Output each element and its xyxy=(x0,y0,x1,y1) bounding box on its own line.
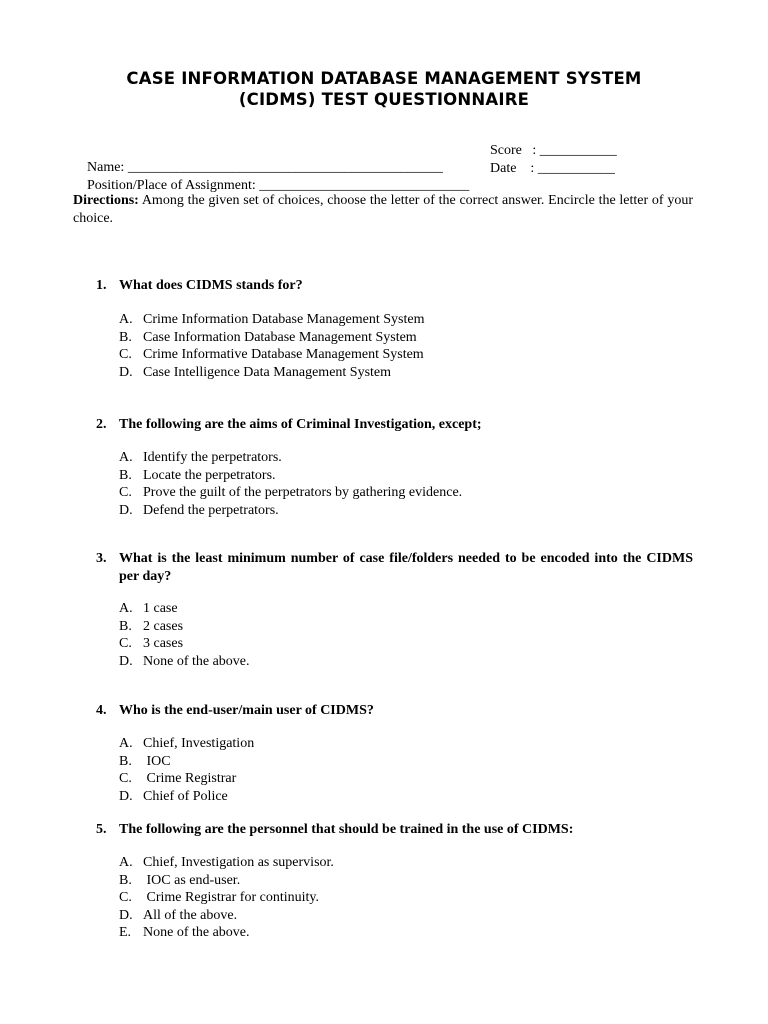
directions-text: Among the given set of choices, choose the letter of the correct answer. Encircle the letter of your choice. xyxy=(73,193,693,226)
option-text: Locate the perpetrators. xyxy=(143,467,276,483)
question-number: 2. xyxy=(96,417,107,432)
option-text: None of the above. xyxy=(143,925,250,941)
option-letter: B. xyxy=(119,753,132,769)
option xyxy=(119,924,334,942)
option-letter: D. xyxy=(119,788,133,804)
option-letter: A. xyxy=(119,601,133,616)
document-title xyxy=(60,68,708,110)
option xyxy=(119,854,334,872)
option xyxy=(119,484,462,502)
question-2 xyxy=(96,416,693,434)
option-letter: C. xyxy=(119,890,132,906)
option-letter: A. xyxy=(119,450,133,465)
date-field: Date : ___________ xyxy=(490,161,615,176)
option-text: Chief of Police xyxy=(143,788,228,804)
question-number: 5. xyxy=(96,822,107,837)
title-line-1: CASE INFORMATION DATABASE MANAGEMENT SYSTEM xyxy=(126,69,642,88)
option-letter: D. xyxy=(119,502,133,518)
question-1-options xyxy=(119,311,424,381)
name-field: Name: _____________________________________________ xyxy=(87,160,443,175)
option-text: IOC as end-user. xyxy=(143,872,241,888)
position-field: Position/Place of Assignment: ______________________________ xyxy=(87,178,470,193)
option-text: Identify the perpetrators. xyxy=(143,450,282,465)
option-text: Crime Registrar xyxy=(143,771,237,787)
question-3 xyxy=(96,550,693,586)
question-number: 1. xyxy=(96,278,107,293)
option-letter: A. xyxy=(119,736,133,751)
option xyxy=(119,467,462,485)
option-text: IOC xyxy=(143,753,171,769)
score-field: Score : ___________ xyxy=(490,143,617,158)
title-line-2: (CIDMS) TEST QUESTIONNAIRE xyxy=(238,90,530,109)
option-text: Crime Registrar for continuity. xyxy=(143,890,319,906)
option-text: Defend the perpetrators. xyxy=(143,502,279,518)
option-letter: B. xyxy=(119,467,132,483)
option-letter: E. xyxy=(119,925,132,941)
question-1 xyxy=(96,277,693,295)
option xyxy=(119,502,462,520)
option-text: 3 cases xyxy=(143,636,184,652)
directions xyxy=(73,192,693,228)
option-text: Chief, Investigation as supervisor. xyxy=(143,855,334,870)
option-text: 2 cases xyxy=(143,618,184,634)
question-2-options xyxy=(119,449,462,519)
option-text: Case Intelligence Data Management System xyxy=(143,364,392,380)
option-text: Crime Information Database Management System xyxy=(143,312,425,327)
option-letter: B. xyxy=(119,329,132,345)
question-3-options xyxy=(119,600,250,670)
option-text: All of the above. xyxy=(143,907,238,923)
question-text: What does CIDMS stands for? xyxy=(119,278,303,293)
question-text: The following are the aims of Criminal Investigation, except; xyxy=(119,417,482,432)
option xyxy=(119,653,250,671)
option-letter: D. xyxy=(119,653,133,669)
option xyxy=(119,449,462,467)
option-text: None of the above. xyxy=(143,653,250,669)
option xyxy=(119,735,254,753)
option-text: 1 case xyxy=(143,601,178,616)
option xyxy=(119,600,250,618)
question-text: The following are the personnel that should be trained in the use of CIDMS: xyxy=(119,822,574,837)
option-letter: A. xyxy=(119,312,133,327)
option xyxy=(119,346,424,364)
option-letter: A. xyxy=(119,855,133,870)
option xyxy=(119,364,424,382)
option-letter: C. xyxy=(119,771,132,787)
option xyxy=(119,618,250,636)
option-text: Chief, Investigation xyxy=(143,736,255,751)
question-5 xyxy=(96,821,693,839)
question-5-options xyxy=(119,854,334,942)
option-letter: D. xyxy=(119,364,133,380)
option-letter: C. xyxy=(119,485,132,501)
option xyxy=(119,311,424,329)
question-number: 3. xyxy=(96,551,107,566)
option-letter: B. xyxy=(119,618,132,634)
option-letter: B. xyxy=(119,872,132,888)
option-letter: C. xyxy=(119,347,132,363)
option-text: Case Information Database Management System xyxy=(143,329,417,345)
question-text: Who is the end-user/main user of CIDMS? xyxy=(119,703,374,718)
option-letter: C. xyxy=(119,636,132,652)
option xyxy=(119,889,334,907)
question-4 xyxy=(96,702,693,720)
option xyxy=(119,907,334,925)
option-text: Prove the guilt of the perpetrators by gathering evidence. xyxy=(143,485,463,501)
option xyxy=(119,329,424,347)
directions-label: Directions: xyxy=(73,193,139,208)
question-text: What is the least minimum number of case file/folders needed to be encoded into the CIDMS per day? xyxy=(119,551,693,584)
option xyxy=(119,770,254,788)
option xyxy=(119,872,334,890)
option xyxy=(119,753,254,771)
question-4-options xyxy=(119,735,254,805)
option xyxy=(119,635,250,653)
question-number: 4. xyxy=(96,703,107,718)
option xyxy=(119,788,254,806)
option-text: Crime Informative Database Management System xyxy=(143,347,424,363)
option-letter: D. xyxy=(119,907,133,923)
